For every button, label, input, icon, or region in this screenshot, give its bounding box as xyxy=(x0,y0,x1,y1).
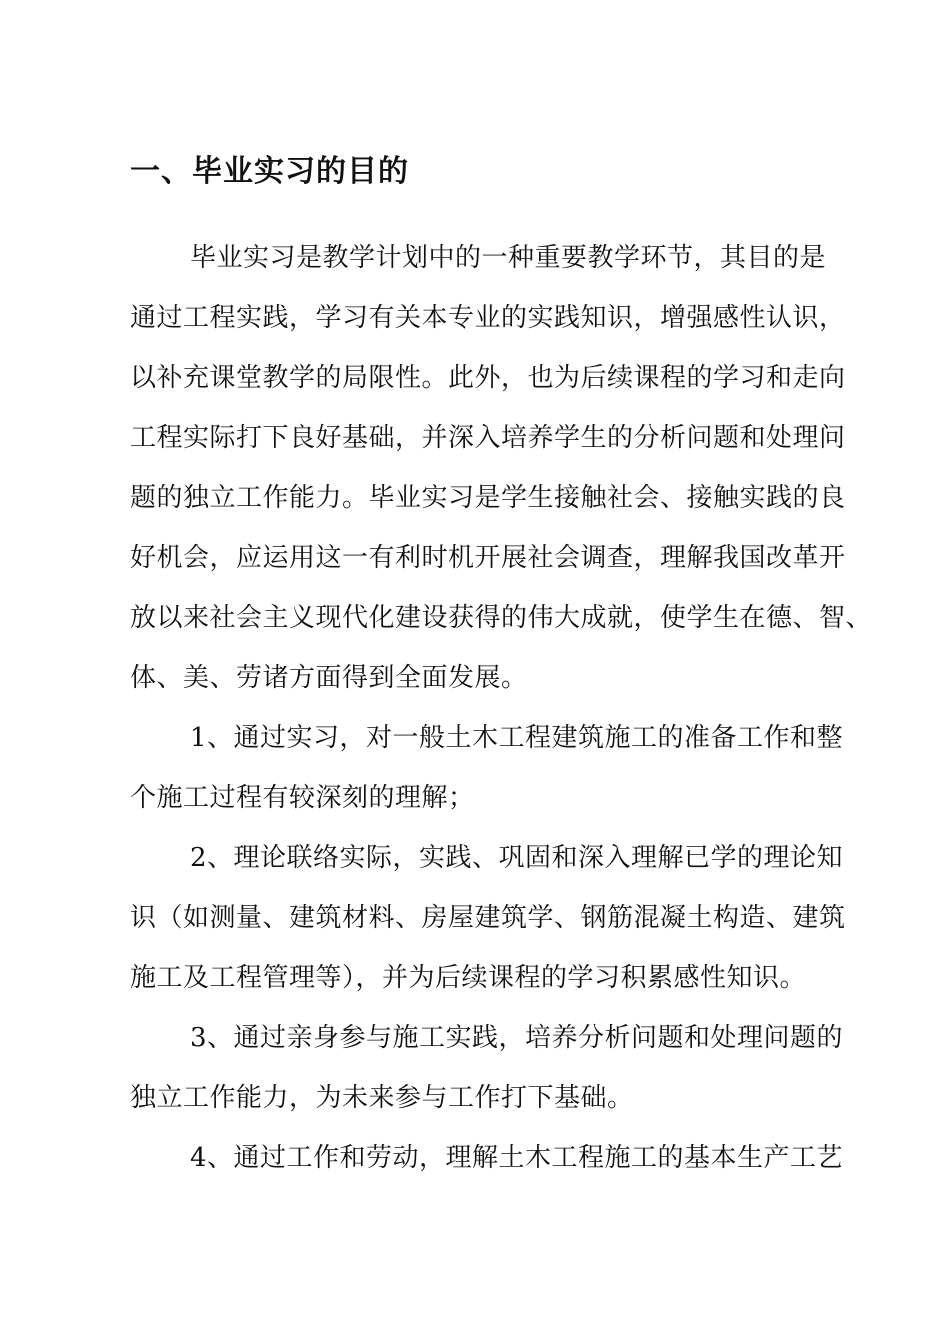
list-item-line: 2、理论联络实际，实践、巩固和深入理解已学的理论知 xyxy=(190,843,844,873)
list-item-line: 识（如测量、建筑材料、房屋建筑学、钢筋混凝土构造、建筑 xyxy=(130,903,846,933)
paragraph-line: 工程实际打下良好基础，并深入培养学生的分析问题和处理问 xyxy=(130,423,846,453)
paragraph-line: 以补充课堂教学的局限性。此外，也为后续课程的学习和走向 xyxy=(130,363,846,393)
list-item-line: 1、通过实习，对一般土木工程建筑施工的准备工作和整 xyxy=(190,723,844,753)
list-item-line: 3、通过亲身参与施工实践，培养分析问题和处理问题的 xyxy=(190,1023,844,1053)
list-item-line: 4、通过工作和劳动，理解土木工程施工的基本生产工艺 xyxy=(190,1143,844,1173)
section-heading: 一、毕业实习的目的 xyxy=(130,154,409,189)
paragraph-line: 好机会，应运用这一有利时机开展社会调查，理解我国改革开 xyxy=(130,543,846,573)
paragraph-line: 毕业实习是教学计划中的一种重要教学环节，其目的是 xyxy=(190,243,827,273)
list-item-line: 个施工过程有较深刻的理解； xyxy=(130,783,475,813)
list-item-line: 独立工作能力，为未来参与工作打下基础。 xyxy=(130,1083,634,1113)
section-body xyxy=(130,236,873,1196)
paragraph-line: 通过工程实践，学习有关本专业的实践知识，增强感性认识， xyxy=(130,303,846,333)
paragraph-line: 放以来社会主义现代化建设获得的伟大成就，使学生在德、智、 xyxy=(130,603,873,633)
paragraph-line: 体、美、劳诸方面得到全面发展。 xyxy=(130,663,528,693)
paragraph-line: 题的独立工作能力。毕业实习是学生接触社会、接触实践的良 xyxy=(130,483,846,513)
list-item-line: 施工及工程管理等），并为后续课程的学习积累感性知识。 xyxy=(130,963,807,993)
